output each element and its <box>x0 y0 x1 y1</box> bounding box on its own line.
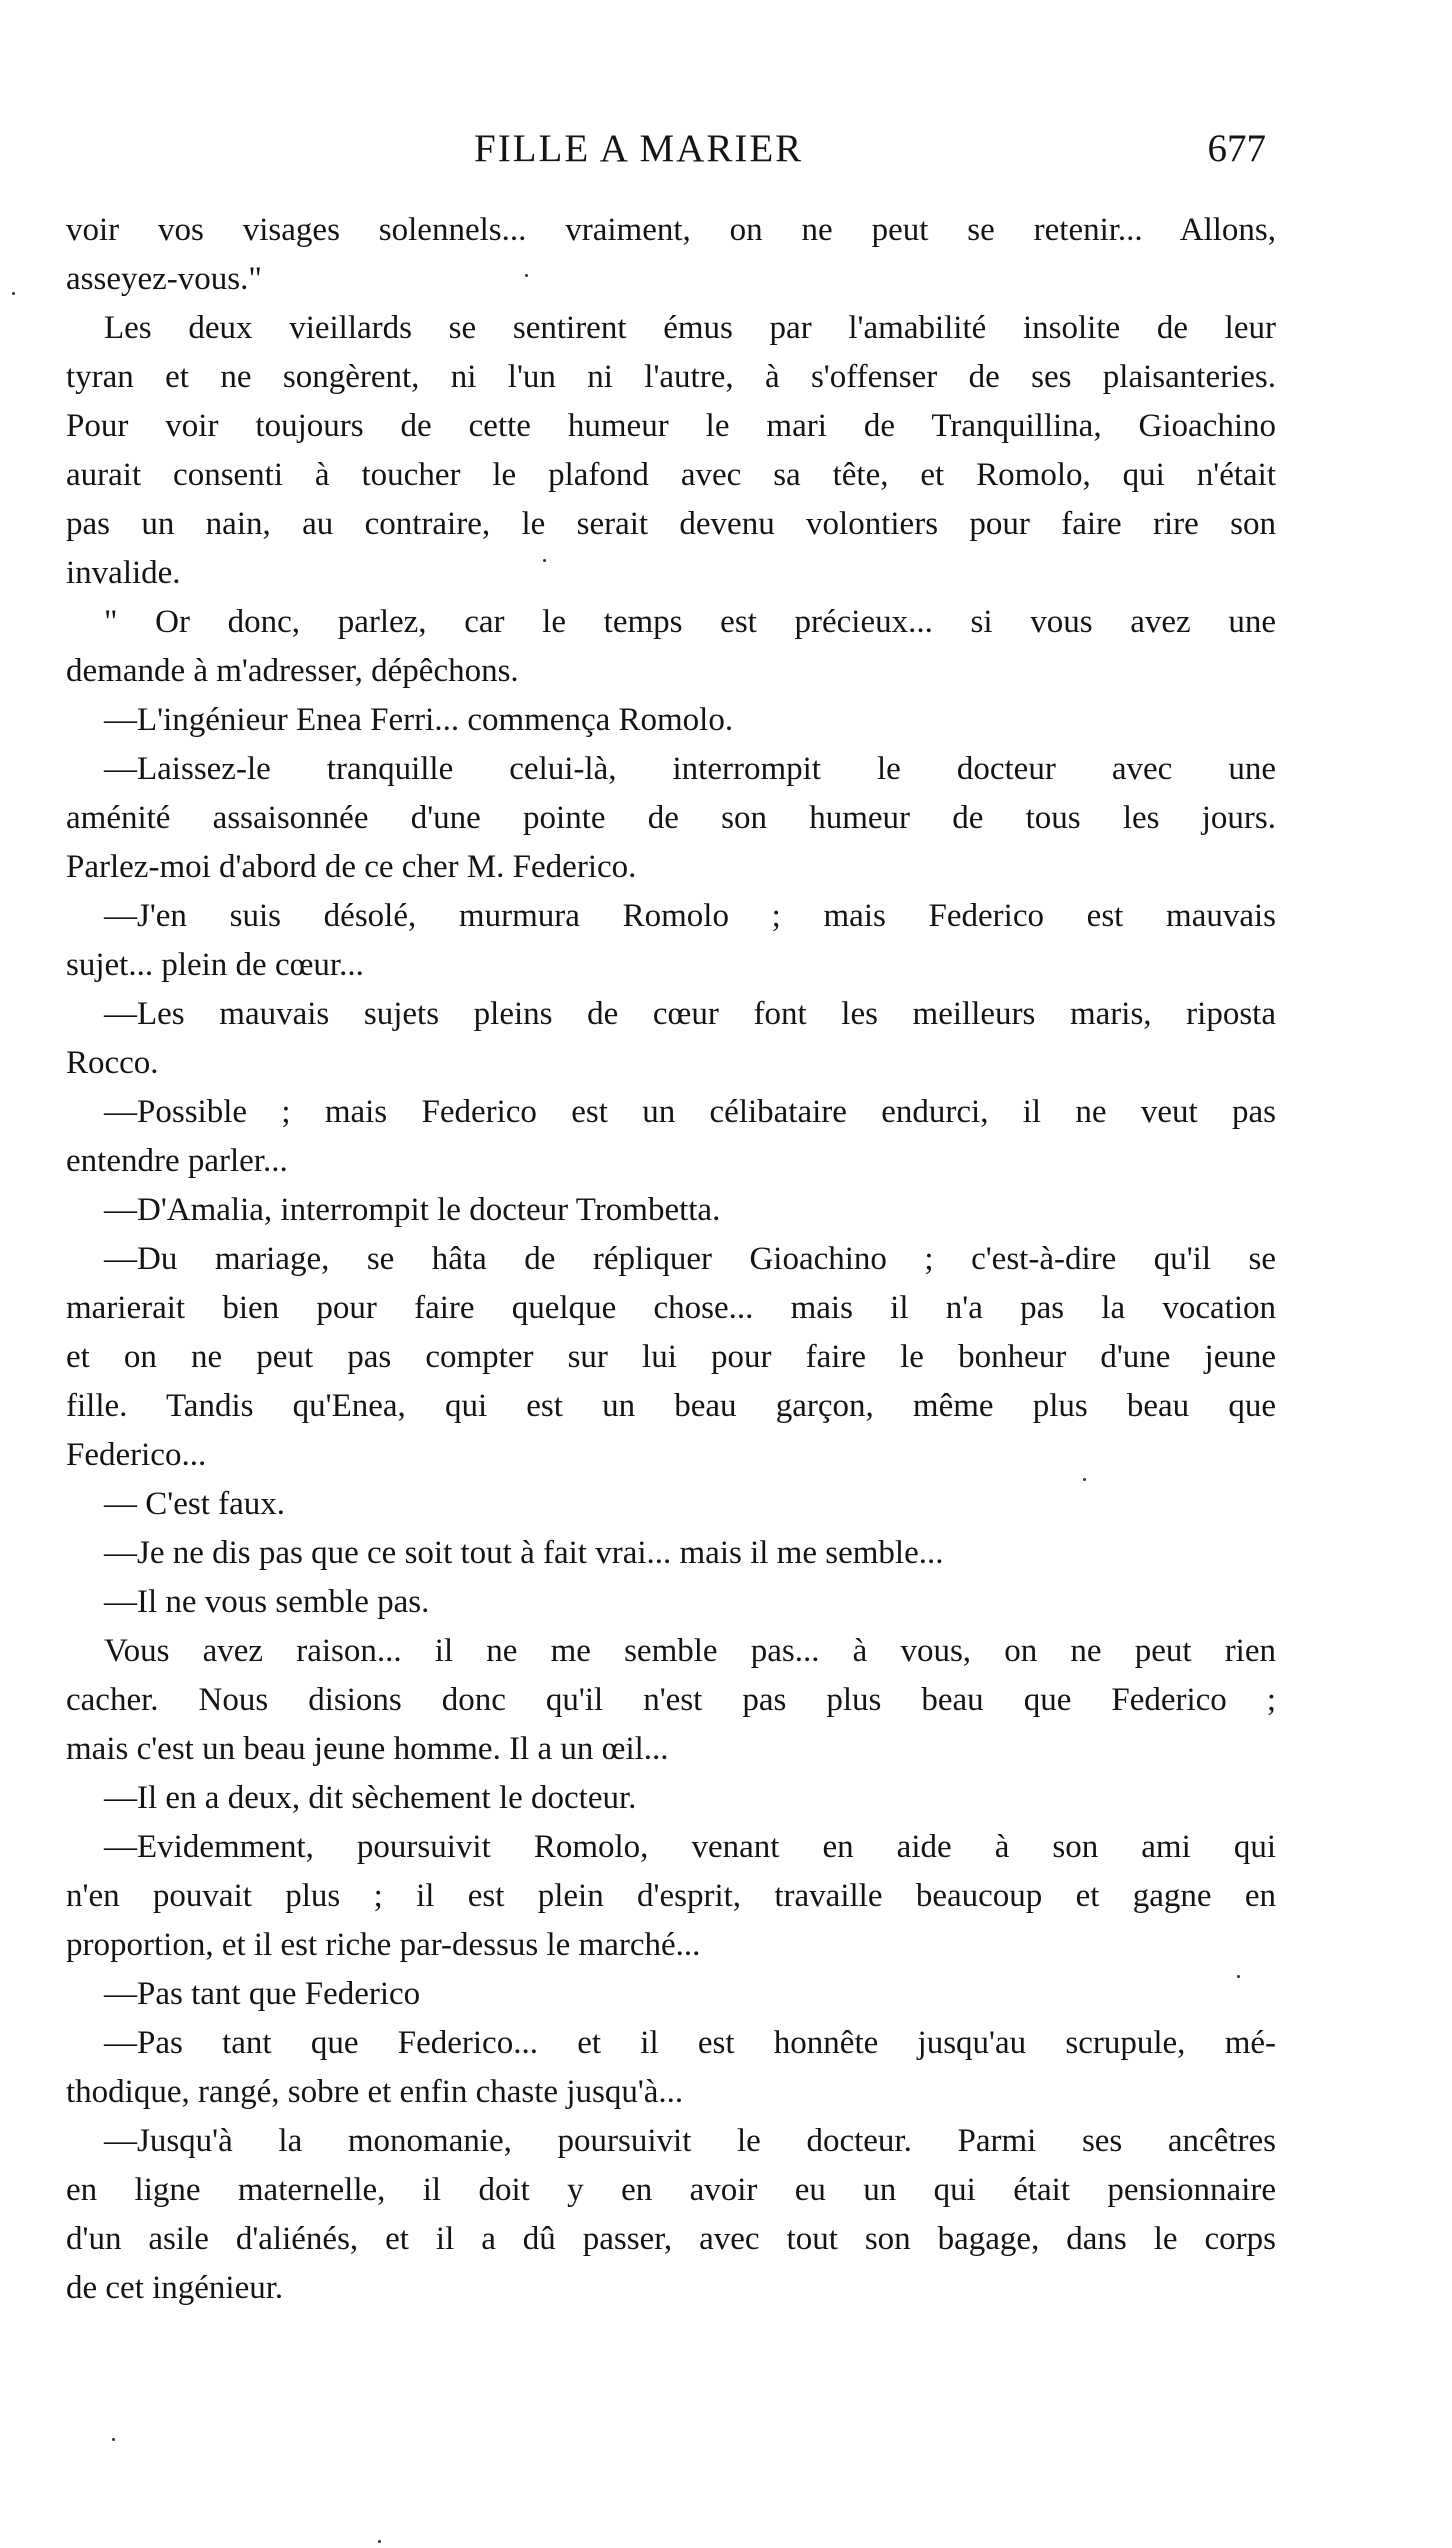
body-text <box>66 206 1276 2313</box>
text-line: —Jusqu'à la monomanie, poursuivit le docteur. Parmi ses ancêtres <box>104 2123 1276 2159</box>
text-line: Rocco. <box>66 1045 159 1081</box>
page-number: 677 <box>1207 127 1266 170</box>
text-line: —Du mariage, se hâta de répliquer Gioachino ; c'est-à-dire qu'il se <box>104 1241 1276 1277</box>
text-line: — C'est faux. <box>104 1486 286 1522</box>
text-line: marierait bien pour faire quelque chose... mais il n'a pas la vocation <box>66 1290 1276 1326</box>
text-line: cacher. Nous disions donc qu'il n'est pas plus beau que Federico ; <box>66 1682 1276 1718</box>
text-line: demande à m'adresser, dépêchons. <box>66 653 519 689</box>
scan-speck <box>378 2540 381 2543</box>
text-line: —Laissez-le tranquille celui-là, interrompit le docteur avec une <box>104 751 1276 787</box>
text-line: aurait consenti à toucher le plafond avec sa tête, et Romolo, qui n'était <box>66 457 1276 493</box>
scan-speck <box>543 559 546 562</box>
scan-speck <box>1083 1478 1086 1481</box>
text-line: —Il ne vous semble pas. <box>104 1584 430 1620</box>
text-line: voir vos visages solennels... vraiment, on ne peut se retenir... Allons, <box>66 212 1276 248</box>
text-line: asseyez-vous." <box>66 261 262 297</box>
text-line: " Or donc, parlez, car le temps est précieux... si vous avez une <box>104 604 1276 640</box>
text-line: pas un nain, au contraire, le serait devenu volontiers pour faire rire son <box>66 506 1276 542</box>
text-line: fille. Tandis qu'Enea, qui est un beau garçon, même plus beau que <box>66 1388 1276 1424</box>
text-line: mais c'est un beau jeune homme. Il a un œil... <box>66 1731 669 1767</box>
text-line: —Pas tant que Federico <box>104 1976 421 2012</box>
text-line: thodique, rangé, sobre et enfin chaste jusqu'à... <box>66 2074 684 2110</box>
text-line: —Il en a deux, dit sèchement le docteur. <box>104 1780 637 1816</box>
text-line: d'un asile d'aliénés, et il a dû passer, avec tout son bagage, dans le corps <box>66 2221 1276 2257</box>
text-line: en ligne maternelle, il doit y en avoir eu un qui était pensionnaire <box>66 2172 1276 2208</box>
text-line: —Pas tant que Federico... et il est honnête jusqu'au scrupule, mé- <box>104 2025 1276 2061</box>
scan-speck <box>112 2438 115 2441</box>
running-title: FILLE A MARIER <box>474 127 804 170</box>
text-line: —J'en suis désolé, murmura Romolo ; mais Federico est mauvais <box>104 898 1276 934</box>
text-line: invalide. <box>66 555 181 591</box>
text-line: tyran et ne songèrent, ni l'un ni l'autre, à s'offenser de ses plaisanteries. <box>66 359 1276 395</box>
scan-speck <box>525 274 528 277</box>
text-line: —Les mauvais sujets pleins de cœur font les meilleurs maris, riposta <box>104 996 1276 1032</box>
scan-speck <box>12 292 15 295</box>
text-line: Parlez-moi d'abord de ce cher M. Federico. <box>66 849 637 885</box>
text-line: Vous avez raison... il ne me semble pas... à vous, on ne peut rien <box>104 1633 1276 1669</box>
page-header <box>66 126 1266 176</box>
text-line: n'en pouvait plus ; il est plein d'esprit, travaille beaucoup et gagne en <box>66 1878 1276 1914</box>
text-line: de cet ingénieur. <box>66 2270 284 2306</box>
text-line: —L'ingénieur Enea Ferri... commença Romolo. <box>104 702 734 738</box>
text-line: —Je ne dis pas que ce soit tout à fait vrai... mais il me semble... <box>104 1535 944 1571</box>
text-line: —Evidemment, poursuivit Romolo, venant en aide à son ami qui <box>104 1829 1276 1865</box>
text-line: —D'Amalia, interrompit le docteur Trombetta. <box>104 1192 721 1228</box>
scan-speck <box>1237 1975 1240 1978</box>
text-line: Pour voir toujours de cette humeur le mari de Tranquillina, Gioachino <box>66 408 1276 444</box>
text-line: proportion, et il est riche par-dessus le marché... <box>66 1927 701 1963</box>
text-line: entendre parler... <box>66 1143 288 1179</box>
text-line: aménité assaisonnée d'une pointe de son humeur de tous les jours. <box>66 800 1276 836</box>
text-line: et on ne peut pas compter sur lui pour faire le bonheur d'une jeune <box>66 1339 1276 1375</box>
text-line: Les deux vieillards se sentirent émus par l'amabilité insolite de leur <box>104 310 1276 346</box>
text-line: —Possible ; mais Federico est un célibataire endurci, il ne veut pas <box>104 1094 1276 1130</box>
text-line: Federico... <box>66 1437 207 1473</box>
text-line: sujet... plein de cœur... <box>66 947 364 983</box>
